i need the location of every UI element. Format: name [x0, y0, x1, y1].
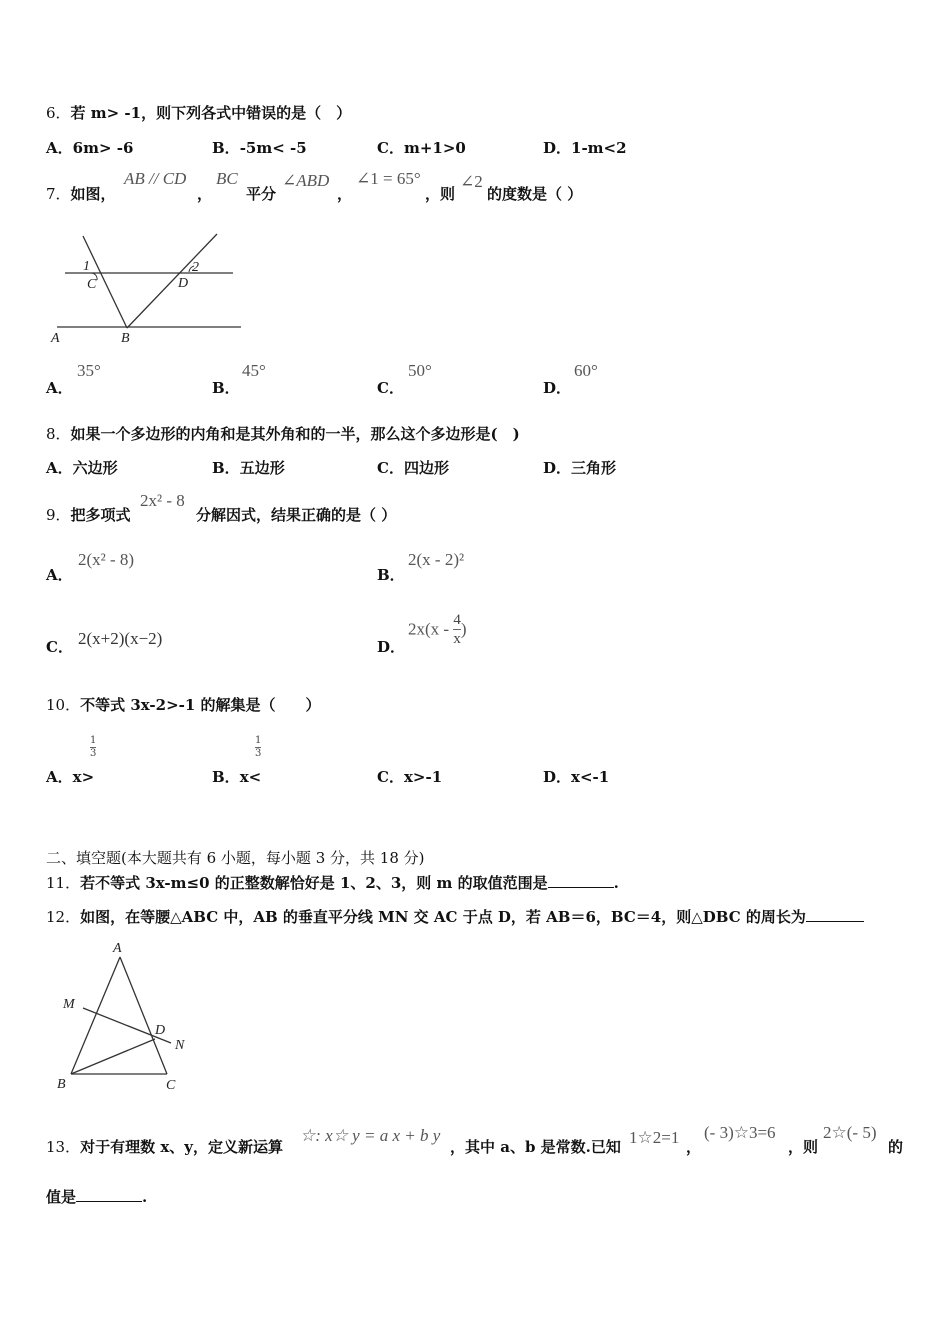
q8-option-a-letter: A． — [46, 459, 73, 477]
q7-option-b-value: 45° — [242, 361, 266, 380]
q7-cond-parallel: AB // CD — [124, 169, 187, 188]
q13-given2: (- 3)☆3=6 — [704, 1123, 776, 1142]
q9-option-c-letter[interactable]: C． — [46, 638, 73, 656]
q12-label-m: M — [63, 997, 75, 1012]
q9-option-d-fraction — [453, 611, 461, 648]
q7-label-b: B — [121, 331, 130, 346]
q6-stem-line — [46, 102, 351, 123]
q13-given1: 1☆2=1 — [629, 1128, 680, 1147]
q7-label-1: 1 — [83, 259, 90, 274]
q13-line2 — [46, 1186, 147, 1207]
q6-option-a-letter: A． — [46, 139, 73, 157]
q9-option-a-letter[interactable]: A． — [46, 566, 73, 584]
q7-line-bd — [127, 234, 217, 328]
q12-stem: 如图，在等腰△ABC 中，AB 的垂直平分线 MN 交 AC 于点 D，若 AB＝6，BC＝4，则△DBC 的周长为 — [80, 908, 806, 926]
q9-option-d-letter[interactable]: D． — [377, 638, 406, 656]
q7-stem-line — [46, 183, 116, 204]
q7-label-c: C — [87, 277, 97, 292]
q9-option-d-post: ) — [460, 619, 467, 639]
q8-option-a[interactable] — [46, 457, 118, 478]
q7-word-then: ，则 — [425, 185, 456, 203]
q10-option-a-num: 1 — [90, 735, 97, 746]
q13-end: . — [142, 1188, 148, 1206]
q12-label-c: C — [166, 1078, 176, 1093]
q8-option-b-letter: B． — [212, 459, 240, 477]
q12-label-n: N — [175, 1038, 185, 1053]
q11-stem-line — [46, 872, 619, 893]
q8-option-c-letter: C． — [377, 459, 404, 477]
q9-option-d-expr — [408, 611, 467, 648]
q9-option-d-den: x — [453, 631, 461, 647]
q13-prefix: 对于有理数 x、y，定义新运算 — [80, 1138, 283, 1156]
q7-option-b-letter[interactable]: B． — [212, 379, 240, 397]
q7-number: 7． — [46, 185, 71, 203]
q10-option-a-den: 3 — [90, 748, 97, 759]
q10-option-c-text: x>-1 — [403, 768, 443, 786]
q11-stem: 若不等式 3x-m≤0 的正整数解恰好是 1、2、3，则 m 的取值范围是 — [80, 874, 548, 892]
q7-prefix: 如图， — [70, 185, 116, 203]
q7-option-d-letter[interactable]: D． — [543, 379, 572, 397]
q13-then: ，则 — [788, 1138, 819, 1156]
q8-option-c-text: 四边形 — [403, 459, 449, 477]
q10-option-b-den: 3 — [255, 748, 262, 759]
q13-ask: 2☆(- 5) — [823, 1123, 877, 1142]
q10-stem-line — [46, 694, 321, 715]
q13-line2-text: 值是 — [46, 1188, 77, 1206]
q6-number: 6． — [46, 104, 71, 122]
q8-option-b-text: 五边形 — [239, 459, 285, 477]
q13-sep: ， — [686, 1138, 702, 1156]
q10-option-d[interactable] — [543, 766, 609, 787]
q7-option-c-value: 50° — [408, 361, 432, 380]
q6-option-c-text: m+1>0 — [403, 139, 466, 157]
q9-expression: 2x² - 8 — [140, 491, 185, 510]
q12-label-b: B — [57, 1077, 66, 1092]
q6-option-d-letter: D． — [543, 139, 572, 157]
q8-option-d[interactable] — [543, 457, 616, 478]
q6-option-c-letter: C． — [377, 139, 404, 157]
q13-prefix-line — [46, 1136, 283, 1157]
q9-number: 9． — [46, 506, 71, 524]
q13-number: 13． — [46, 1138, 81, 1156]
q10-option-d-letter: D． — [543, 768, 572, 786]
q7-cond-angle1: ∠1 = 65° — [356, 169, 421, 188]
q6-option-a-text: 6m> -6 — [72, 139, 134, 157]
q13-tail: 的 — [888, 1138, 904, 1156]
q6-option-b-letter: B． — [212, 139, 240, 157]
q9-option-d-pre: 2x(x - — [408, 619, 454, 639]
q6-option-d[interactable] — [543, 137, 627, 158]
q8-option-a-text: 六边形 — [72, 459, 118, 477]
q10-option-a-letter: A． — [46, 768, 73, 786]
section2-title: 二、填空题(本大题共有 6 小题，每小题 3 分，共 18 分) — [46, 849, 425, 867]
q12-answer-blank[interactable] — [806, 907, 864, 922]
q10-stem: 不等式 3x-2>-1 的解集是（ ） — [80, 696, 321, 714]
q10-option-b[interactable] — [212, 766, 261, 787]
q8-stem-line — [46, 423, 520, 444]
q10-number: 10． — [46, 696, 81, 714]
q7-option-d-value: 60° — [574, 361, 598, 380]
q10-option-b-fraction — [255, 735, 261, 760]
q10-option-d-text: x<-1 — [571, 768, 610, 786]
q11-number: 11． — [46, 874, 81, 892]
q7-sep2: ， — [337, 185, 353, 203]
q7-sep1: ， — [197, 185, 213, 203]
q8-option-b[interactable] — [212, 457, 285, 478]
q7-word-bisect: 平分 — [246, 185, 277, 203]
q12-label-a: A — [113, 941, 122, 956]
q9-suffix: 分解因式，结果正确的是（ ） — [196, 506, 397, 524]
q12-figure — [55, 935, 205, 1095]
q7-cond-angle-abd: ∠ABD — [282, 171, 330, 190]
q10-option-c[interactable] — [377, 766, 442, 787]
q7-label-2: 2 — [192, 260, 199, 275]
q11-answer-blank[interactable] — [548, 873, 614, 888]
q8-option-d-letter: D． — [543, 459, 572, 477]
q7-suffix: 的度数是（ ） — [487, 185, 583, 203]
q7-cond-bc: BC — [216, 169, 238, 188]
q10-option-c-letter: C． — [377, 768, 404, 786]
q7-target-angle2: ∠2 — [460, 172, 483, 191]
q9-stem-prefix-line — [46, 504, 131, 525]
q7-option-a-letter[interactable]: A． — [46, 379, 73, 397]
q8-option-d-text: 三角形 — [571, 459, 617, 477]
q10-option-a[interactable] — [46, 766, 94, 787]
q12-side-ac — [120, 957, 167, 1074]
q8-option-c[interactable] — [377, 457, 449, 478]
q11-end: . — [613, 874, 619, 892]
q13-answer-blank[interactable] — [76, 1187, 142, 1202]
q7-option-a-value: 35° — [77, 361, 101, 380]
q12-number: 12． — [46, 908, 81, 926]
q13-definition: ☆: x☆ y = a x + b y — [300, 1126, 441, 1145]
q10-option-a-fraction — [90, 735, 96, 760]
q10-option-b-letter: B． — [212, 768, 240, 786]
q7-label-d: D — [178, 276, 189, 291]
q7-label-a: A — [51, 331, 60, 346]
q6-stem: 若 m> -1，则下列各式中错误的是（ ） — [70, 104, 352, 122]
q10-option-a-text: x> — [72, 768, 95, 786]
q10-option-b-num: 1 — [255, 735, 262, 746]
q6-option-b-text: -5m< -5 — [239, 139, 307, 157]
q9-option-a-text: 2(x² - 8) — [78, 550, 135, 569]
q9-option-d-num: 4 — [453, 612, 461, 628]
q8-number: 8． — [46, 425, 71, 443]
q9-option-b-text: 2(x - 2)² — [408, 550, 465, 569]
q6-option-b[interactable] — [212, 137, 307, 158]
q10-option-b-text: x< — [239, 768, 262, 786]
q7-figure — [45, 228, 245, 350]
q8-stem: 如果一个多边形的内角和是其外角和的一半，那么这个多边形是( ) — [70, 425, 520, 443]
q7-option-c-letter[interactable]: C． — [377, 379, 404, 397]
q12-label-d: D — [155, 1023, 166, 1038]
q12-stem-line — [46, 906, 864, 927]
q9-prefix: 把多项式 — [70, 506, 131, 524]
q9-option-c-text: 2(x+2)(x−2) — [78, 629, 163, 648]
q9-option-b-letter[interactable]: B． — [377, 566, 405, 584]
q6-option-d-text: 1-m<2 — [571, 139, 627, 157]
q13-mid: ，其中 a、b 是常数.已知 — [450, 1138, 621, 1156]
q6-option-c[interactable] — [377, 137, 466, 158]
q6-option-a[interactable] — [46, 137, 133, 158]
